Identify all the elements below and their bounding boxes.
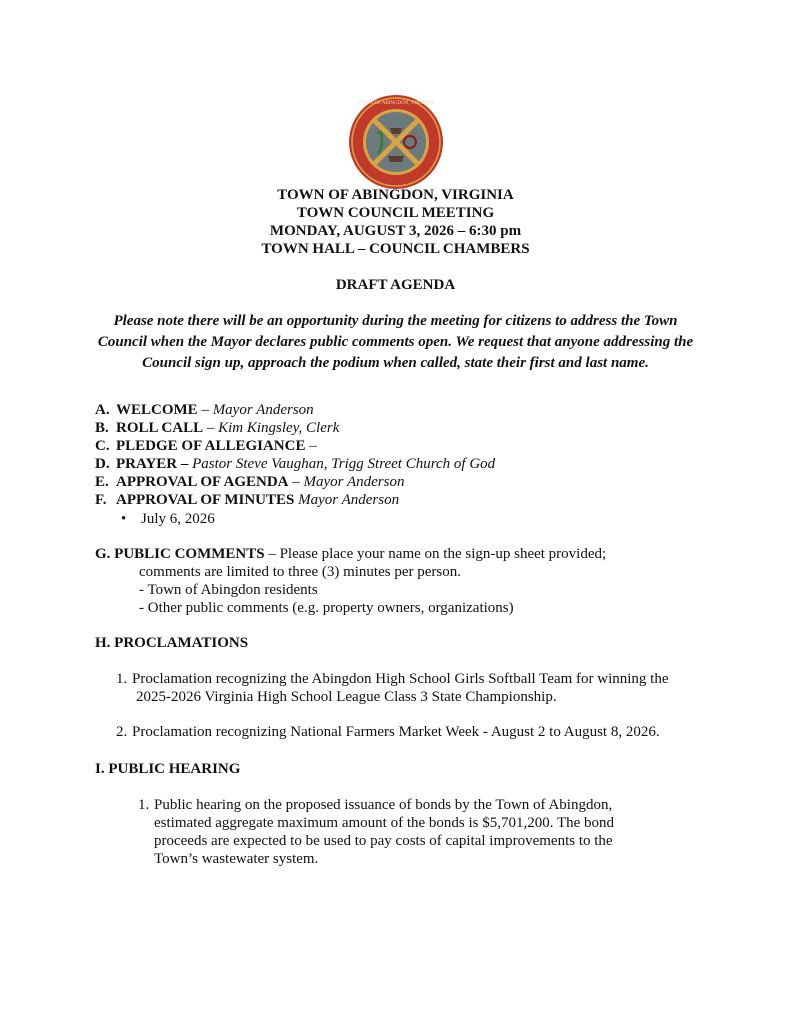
header-date: MONDAY, AUGUST 3, 2026 – 6:30 pm (269, 223, 522, 239)
public-comment-notice: Please note there will be an opportunity during the meeting for citizens to address the Town Council when the Mayor declares public comments open. We request that anyone addressing the Council sign up, approach the podium when called, state their first and last name. (97, 313, 694, 371)
agenda-item: E. APPROVAL OF AGENDA – Mayor Anderson (95, 474, 405, 490)
minutes-bullet: • July 6, 2026 (121, 511, 215, 527)
section-title: G. PUBLIC COMMENTS (95, 546, 265, 562)
agenda-item: F. APPROVAL OF MINUTES Mayor Anderson (95, 492, 400, 508)
town-seal-logo (348, 94, 444, 190)
header-town: TOWN OF ABINGDON, VIRGINIA (277, 187, 514, 203)
agenda-item: C. PLEDGE OF ALLEGIANCE – (95, 438, 317, 454)
meeting-header (0, 186, 791, 258)
proclamations-title: H. PROCLAMATIONS (95, 635, 249, 651)
list-item: - Other public comments (e.g. property owners, organizations) (139, 600, 514, 616)
public-hearing-title: I. PUBLIC HEARING (95, 761, 241, 777)
public-comments-section: G. PUBLIC COMMENTS – Please place your name on the sign-up sheet provided; comments are limited to three (3) minutes per person. - Town of Abingdon residents - Other public comments (e.g. property owners, organizations) (95, 545, 745, 617)
header-location: TOWN HALL – COUNCIL CHAMBERS (261, 241, 530, 257)
agenda-items (95, 401, 735, 528)
list-item: - Town of Abingdon residents (139, 582, 318, 598)
header-meeting: TOWN COUNCIL MEETING (296, 205, 495, 221)
agenda-item: B. ROLL CALL – Kim Kingsley, Clerk (95, 420, 340, 436)
proclamation-1: 1. Proclamation recognizing the Abingdon High School Girls Softball Team for winning the 2025-2026 Virginia High School League Class 3 State Championship. (116, 671, 669, 705)
public-hearing-item: 1. Public hearing on the proposed issuance of bonds by the Town of Abingdon, estimated aggregate maximum amount of the bonds is $5,701,200. The bond proceeds are expected to be used to pay costs of capital improvements to the Town’s wastewater system. (138, 797, 615, 867)
draft-agenda-title: DRAFT AGENDA (335, 277, 456, 293)
bullet-icon: • (121, 511, 127, 527)
svg-text:TOWN OF ABINGDON, VIRGINIA: TOWN OF ABINGDON, VIRGINIA (358, 101, 434, 106)
agenda-item: A. WELCOME – Mayor Anderson (95, 402, 314, 418)
agenda-item: D. PRAYER – Pastor Steve Vaughan, Trigg Street Church of God (95, 456, 496, 472)
proclamation-2: 2. Proclamation recognizing National Farmers Market Week - August 2 to August 8, 2026. (116, 724, 660, 740)
